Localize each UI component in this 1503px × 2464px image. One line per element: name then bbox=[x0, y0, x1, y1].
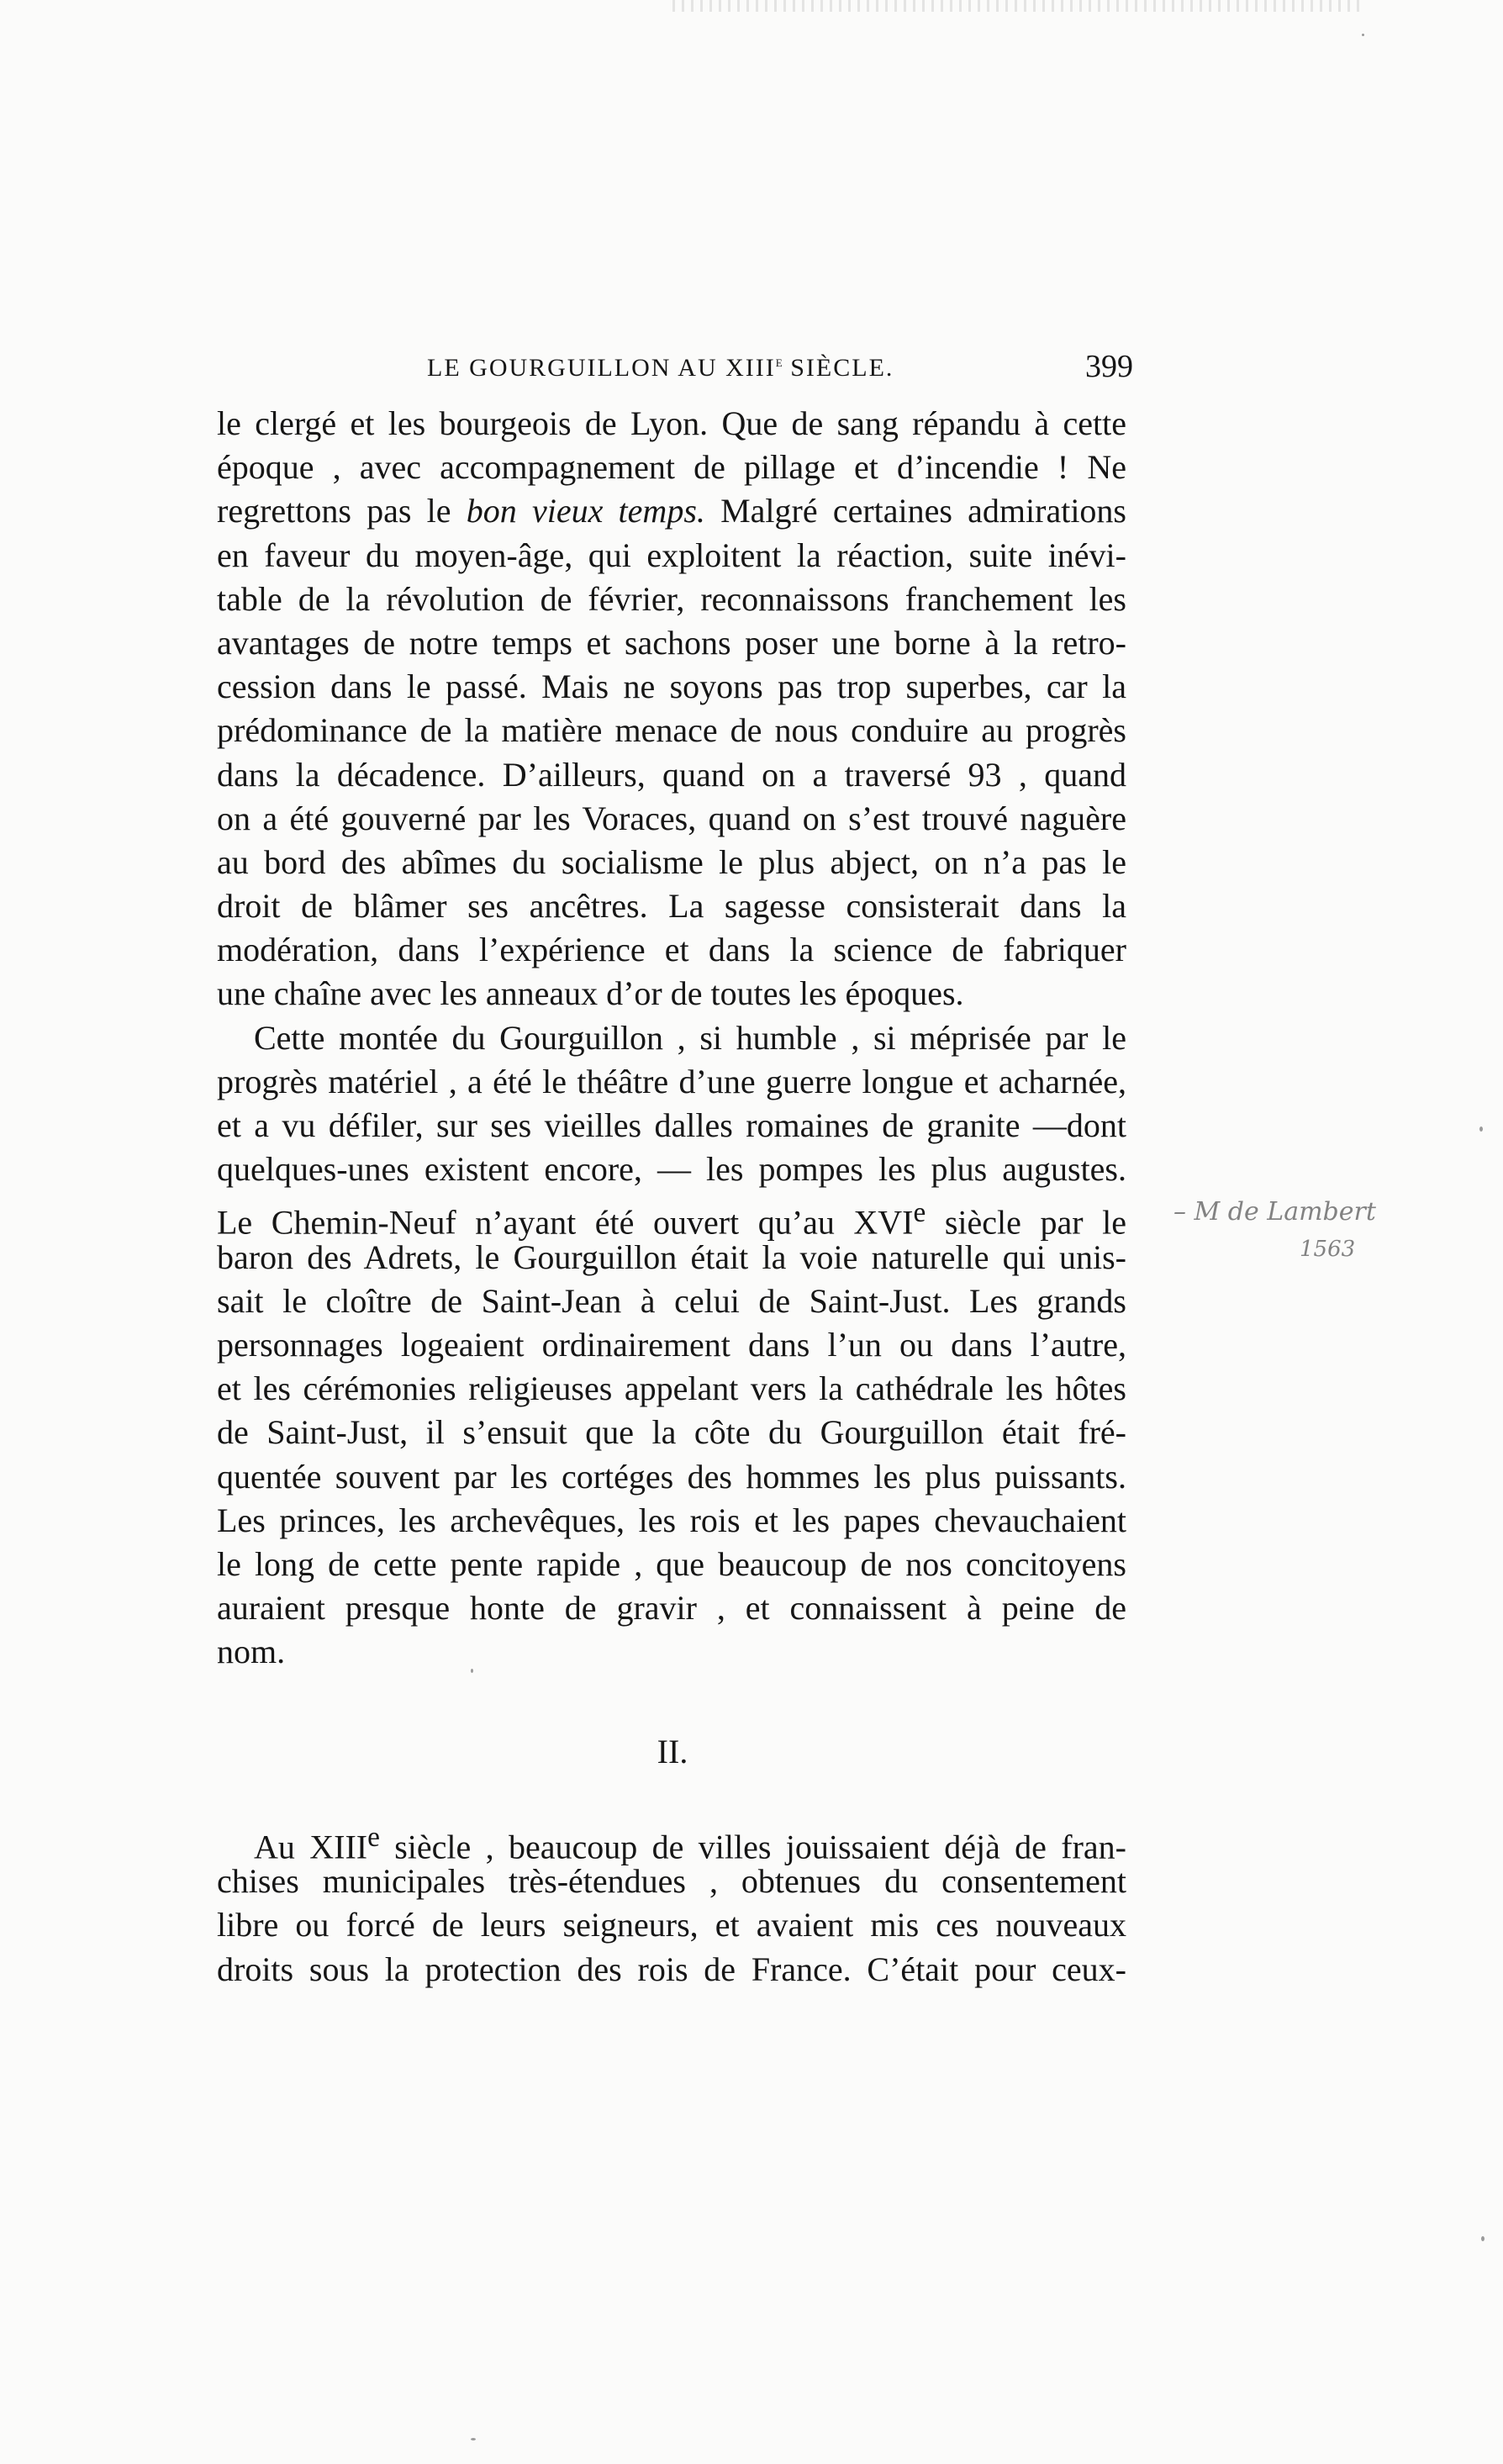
text-line: sait le cloître de Saint-Jean à celui de Saint-Just. Les grands bbox=[217, 1281, 1126, 1320]
text-line: Cette montée du Gourguillon , si humble , si méprisée par le bbox=[254, 1018, 1126, 1057]
text-line: droits sous la protection des rois de France. C’était pour ceux- bbox=[217, 1950, 1126, 1988]
text-line: auraient presque honte de gravir , et connaissent à peine de bbox=[217, 1589, 1126, 1628]
text-line: en faveur du moyen-âge, qui exploitent la réaction, suite inévi- bbox=[217, 536, 1126, 574]
paragraph-3 bbox=[217, 1816, 1126, 1992]
text-line: personnages logeaient ordinairement dans l’un ou dans l’autre, bbox=[217, 1325, 1126, 1364]
text-line: quentée souvent par les cortéges des hommes les plus puissants. bbox=[217, 1457, 1126, 1496]
running-title: LE GOURGUILLON AU XIIIe SIÈCLE. bbox=[427, 353, 894, 382]
paragraph-2 bbox=[217, 1016, 1126, 1675]
section-heading: II. bbox=[657, 1733, 688, 1770]
text-line: le long de cette pente rapide , que beaucoup de nos concitoyens bbox=[217, 1544, 1126, 1583]
text-line: Au XIIIe siècle , beaucoup de villes jouissaient déjà de fran- bbox=[254, 1822, 1126, 1866]
scan-speck bbox=[471, 1669, 473, 1673]
running-header bbox=[427, 349, 1133, 395]
text-line: progrès matériel , a été le théâtre d’une guerre longue et acharnée, bbox=[217, 1062, 1126, 1100]
text-line: et a vu défiler, sur ses vieilles dalles romaines de granite —dont bbox=[217, 1106, 1126, 1144]
text-line: une chaîne avec les anneaux d’or de toutes les époques. bbox=[217, 974, 964, 1013]
scan-edge-noise bbox=[672, 0, 1362, 12]
text-line: le clergé et les bourgeois de Lyon. Que de sang répandu à cette bbox=[217, 404, 1126, 442]
text-line: au bord des abîmes du socialisme le plus abject, on n’a pas le bbox=[217, 842, 1126, 881]
text-line: libre ou forcé de leurs seigneurs, et avaient mis ces nouveaux bbox=[217, 1906, 1126, 1944]
page-number: 399 bbox=[1085, 349, 1133, 384]
main-text-block bbox=[217, 402, 1126, 1674]
text-line: et les cérémonies religieuses appelant vers la cathédrale les hôtes bbox=[217, 1369, 1126, 1408]
italic-phrase: bon vieux temps. bbox=[466, 492, 705, 530]
scan-speck bbox=[1479, 1126, 1483, 1132]
paragraph-1 bbox=[217, 402, 1126, 1016]
text-line: nom. bbox=[217, 1633, 286, 1671]
text-line: regrettons pas le bon vieux temps. Malgré certaines admirations bbox=[217, 492, 1127, 530]
text-line: prédominance de la matière menace de nous conduire au progrès bbox=[217, 711, 1126, 750]
scan-speck bbox=[471, 2438, 476, 2440]
text-line: table de la révolution de février, reconnaissons franchement les bbox=[217, 579, 1126, 618]
handwritten-margin-note: – M de Lambert 1563 bbox=[1173, 1197, 1376, 1262]
text-line: Le Chemin-Neuf n’ayant été ouvert qu’au XVIe siècle par le bbox=[217, 1197, 1126, 1242]
text-line: avantages de notre temps et sachons poser une borne à la retro- bbox=[217, 623, 1126, 662]
scan-speck bbox=[1481, 2236, 1485, 2241]
text-line: dans la décadence. D’ailleurs, quand on a traversé 93 , quand bbox=[217, 755, 1126, 794]
text-line: chises municipales très-étendues , obtenues du consentement bbox=[217, 1862, 1126, 1901]
text-line: modération, dans l’expérience et dans la science de fabriquer bbox=[217, 931, 1126, 969]
text-line: on a été gouverné par les Voraces, quand on s’est trouvé naguère bbox=[217, 799, 1126, 837]
text-line: cession dans le passé. Mais ne soyons pas trop superbes, car la bbox=[217, 667, 1126, 706]
scan-speck bbox=[1362, 34, 1364, 36]
text-line: époque , avec accompagnement de pillage et d’incendie ! Ne bbox=[217, 448, 1126, 487]
text-line: de Saint-Just, il s’ensuit que la côte du Gourguillon était fré- bbox=[217, 1413, 1126, 1452]
text-line: baron des Adrets, le Gourguillon était la voie naturelle qui unis- bbox=[217, 1237, 1126, 1276]
text-line: droit de blâmer ses ancêtres. La sagesse consisterait dans la bbox=[217, 887, 1126, 926]
text-line: quelques-unes existent encore, — les pompes les plus augustes. bbox=[217, 1150, 1126, 1189]
text-line: Les princes, les archevêques, les rois et les papes chevauchaient bbox=[217, 1501, 1126, 1539]
